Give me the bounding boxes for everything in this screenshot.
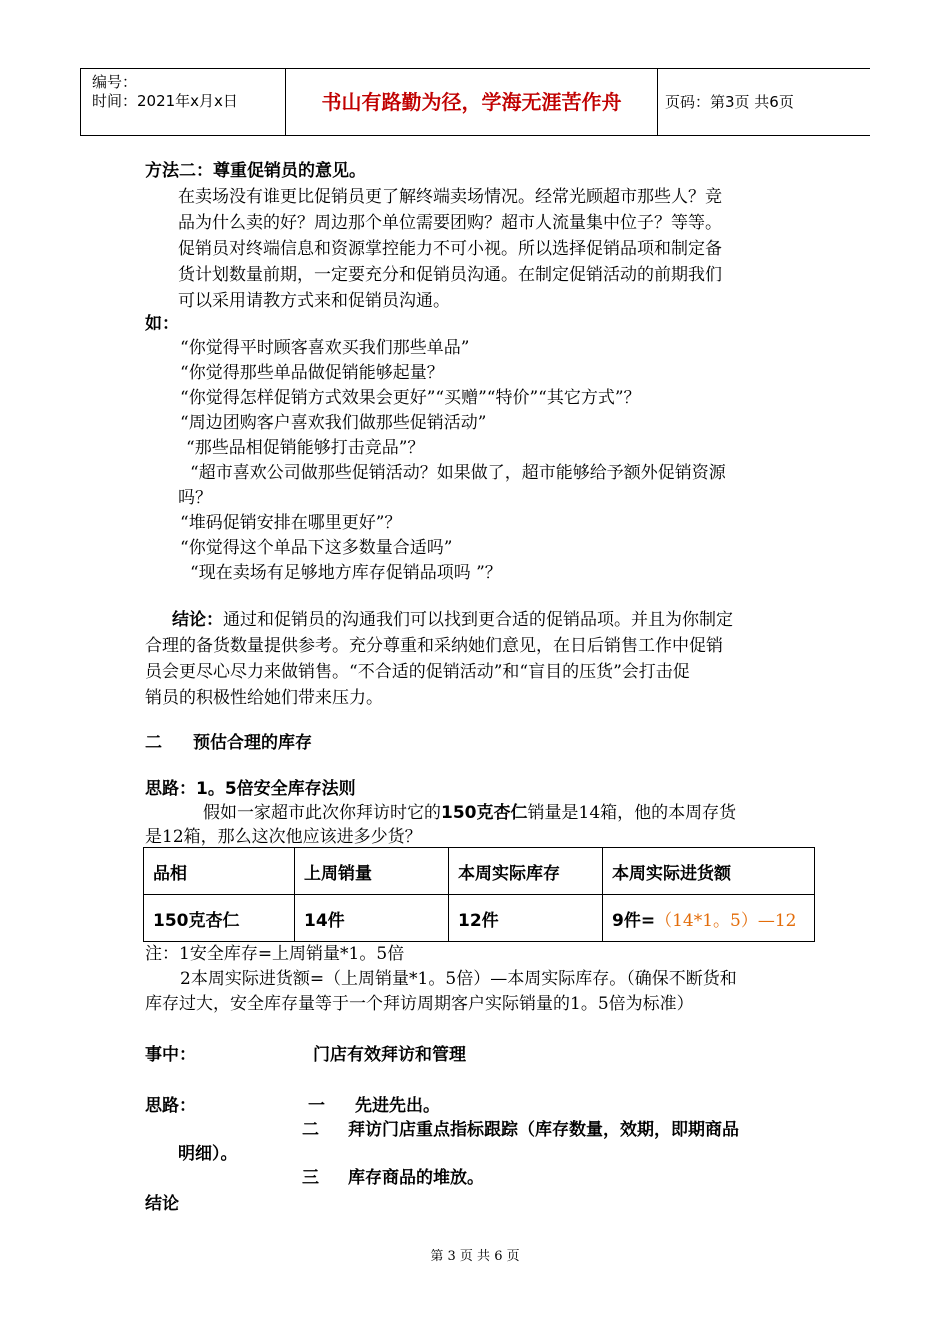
method2-heading: 方法二：尊重促销员的意见。: [145, 161, 366, 181]
example-label: 如：: [145, 314, 179, 334]
question-line: “那些品相促销能够打击竞品”？: [186, 438, 425, 458]
formula-prefix: 9件=: [612, 910, 656, 931]
code-label: 编号：: [92, 73, 138, 91]
table-row: [144, 895, 815, 942]
question-line: 吗？: [178, 488, 212, 508]
conclusion-line: [172, 608, 733, 632]
question-line: “堆码促销安排在哪里更好”？: [180, 513, 402, 533]
section2-number: 二: [145, 733, 162, 753]
section2-title: 预估合理的库存: [193, 733, 312, 753]
product-name: 150克杏仁: [441, 803, 528, 823]
conclusion-line: 销员的积极性给她们带来压力。: [145, 688, 383, 708]
during-item-text: 库存商品的堆放。: [348, 1168, 484, 1188]
table-cell: 14件: [295, 895, 449, 942]
table-header-cell: 本周实际库存: [449, 848, 603, 895]
table-cell: 12件: [449, 895, 603, 942]
note-line: 2本周实际进货额=（上周销量*1。5倍）—本周实际库存。（确保不断货和: [180, 969, 737, 989]
inventory-table: [143, 847, 815, 942]
note-line: 注：1安全库存=上周销量*1。5倍: [145, 944, 405, 964]
header-meta: [92, 73, 238, 111]
section2-para-part: 假如一家超市此次你拜访时它的: [203, 803, 441, 823]
during-item-text: 明细）。: [178, 1144, 238, 1164]
conclusion-text: 通过和促销员的沟通我们可以找到更合适的促销品项。并且为你制定: [223, 610, 733, 630]
header-page-label: 页码：第3页 共6页: [665, 93, 794, 111]
header-motto: 书山有路勤为径，学海无涯苦作舟: [321, 90, 622, 114]
header-border-left: [80, 69, 81, 135]
table-cell: [603, 895, 815, 942]
during-label: 事中：: [145, 1045, 196, 1065]
method2-para-line: 在卖场没有谁更比促销员更了解终端卖场情况。经常光顾超市那些人？竞: [178, 187, 722, 207]
question-line: “周边团购客户喜欢我们做那些促销活动”: [180, 413, 487, 433]
during-item-number: 一: [308, 1096, 325, 1116]
question-line: “现在卖场有足够地方库存促销品项吗 ”？: [190, 563, 502, 583]
during-item-number: 三: [302, 1168, 319, 1188]
method2-para-line: 品为什么卖的好？周边那个单位需要团购？超市人流量集中位子？等等。: [178, 213, 722, 233]
section2-para-part: 销量是14箱，他的本周存货: [527, 803, 737, 823]
during-item-number: 二: [302, 1120, 319, 1140]
conclusion-line: 员会更尽心尽力来做销售。“不合适的促销活动”和“盲目的压货”会打击促: [145, 662, 690, 682]
method2-para-line: 货计划数量前期，一定要充分和促销员沟通。在制定促销活动的前期我们: [178, 265, 722, 285]
table-header-cell: 品相: [144, 848, 295, 895]
question-line: “你觉得那些单品做促销能够起量？: [180, 363, 444, 383]
section2-para-line: 是12箱，那么这次他应该进多少货？: [145, 827, 422, 847]
question-line: “你觉得平时顾客喜欢买我们那些单品”: [180, 338, 470, 358]
page-footer: 第 3 页 共 6 页: [430, 1249, 520, 1264]
conclusion-label: 结论：: [172, 610, 223, 630]
conclusion-line: 合理的备货数量提供参考。充分尊重和采纳她们意见，在日后销售工作中促销: [145, 636, 723, 656]
note-line: 库存过大，安全库存量等于一个拜访周期客户实际销量的1。5倍为标准）: [145, 994, 694, 1014]
question-line: “你觉得怎样促销方式效果会更好”“买赠”“特价”“其它方式”？: [180, 388, 641, 408]
during-title: 门店有效拜访和管理: [313, 1045, 466, 1065]
page-header: [80, 68, 870, 136]
formula-expression: （14*1。5）—12: [655, 910, 797, 931]
question-line: “超市喜欢公司做那些促销活动？如果做了，超市能够给予额外促销资源: [190, 463, 726, 483]
table-header-cell: 上周销量: [295, 848, 449, 895]
table-header-row: [144, 848, 815, 895]
section2-para-line: [203, 801, 736, 825]
during-conclusion: 结论: [145, 1194, 179, 1214]
during-item-text: 拜访门店重点指标跟踪（库存数量，效期，即期商品: [348, 1120, 739, 1140]
time-label: 时间：2021年x月x日: [92, 92, 238, 110]
during-idea-label: 思路：: [145, 1096, 196, 1116]
method2-para-line: 可以采用请教方式来和促销员沟通。: [178, 291, 450, 311]
table-header-cell: 本周实际进货额: [603, 848, 815, 895]
section2-idea: 思路：1。5倍安全库存法则: [145, 779, 356, 799]
question-line: “你觉得这个单品下这多数量合适吗”: [180, 538, 453, 558]
method2-para-line: 促销员对终端信息和资源掌控能力不可小视。所以选择促销品项和制定备: [178, 239, 722, 259]
table-cell: 150克杏仁: [144, 895, 295, 942]
during-item-text: 先进先出。: [355, 1096, 440, 1116]
